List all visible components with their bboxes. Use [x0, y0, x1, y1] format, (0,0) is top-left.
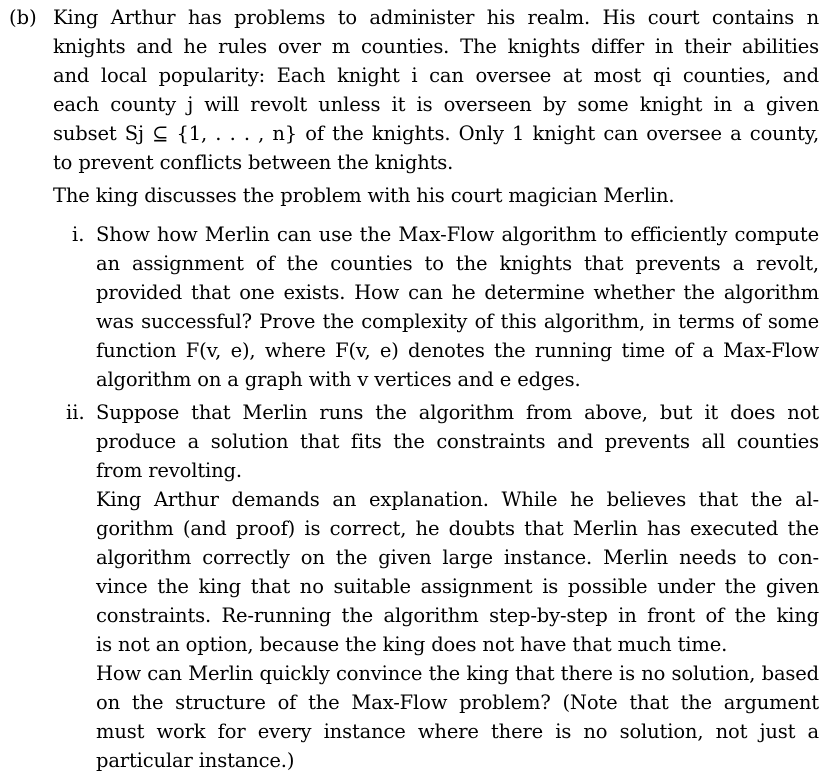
item-ii-line-8: constraints. Re-running the algorithm step-by-step in front of the king: [96, 604, 819, 627]
item-i-label: i.: [72, 223, 85, 246]
item-ii-line-3: from revolting.: [96, 459, 242, 482]
item-ii-label: ii.: [66, 401, 85, 424]
part-b-line-3: and local popularity: Each knight i can oversee at most qi counties, and: [53, 64, 819, 87]
item-ii-line-2: produce a solution that fits the constraints and prevents all counties: [96, 430, 819, 453]
item-ii-line-7: vince the king that no suitable assignment is possible under the given: [96, 575, 819, 598]
item-i-line-2: an assignment of the counties to the knights that prevents a revolt,: [96, 252, 819, 275]
part-b-line-6: to prevent conflicts between the knights.: [53, 151, 454, 174]
part-b-line-1: King Arthur has problems to administer his realm. His court contains n: [53, 6, 819, 29]
item-ii-line-11: on the structure of the Max-Flow problem? (Note that the argument: [96, 691, 819, 714]
item-i-line-5: function F(v, e), where F(v, e) denotes the running time of a Max-Flow: [96, 339, 819, 362]
item-i-line-6: algorithm on a graph with v vertices and e edges.: [96, 368, 581, 391]
item-i-line-3: provided that one exists. How can he determine whether the algorithm: [96, 281, 819, 304]
item-ii-line-10: How can Merlin quickly convince the king that there is no solution, based: [96, 662, 819, 685]
part-b-line-2: knights and he rules over m counties. The knights differ in their abilities: [53, 35, 819, 58]
item-i-line-4: was successful? Prove the complexity of this algorithm, in terms of some: [96, 310, 819, 333]
item-ii-line-13: particular instance.): [96, 749, 295, 772]
item-ii-line-9: is not an option, because the king does not have that much time.: [96, 633, 728, 656]
part-b-line-5: subset Sj ⊆ {1, . . . , n} of the knights. Only 1 knight can oversee a county,: [53, 122, 819, 145]
item-i-line-1: Show how Merlin can use the Max-Flow algorithm to efficiently compute: [96, 223, 819, 246]
item-ii-line-1: Suppose that Merlin runs the algorithm from above, but it does not: [96, 401, 819, 424]
item-ii-line-4: King Arthur demands an explanation. While he believes that the al-: [96, 488, 819, 511]
part-b-label: (b): [9, 6, 37, 29]
item-ii-line-5: gorithm (and proof) is correct, he doubts that Merlin has executed the: [96, 517, 819, 540]
part-b-intro: The king discusses the problem with his court magician Merlin.: [53, 184, 675, 207]
part-b-line-4: each county j will revolt unless it is overseen by some knight in a given: [53, 93, 819, 116]
item-ii-line-12: must work for every instance where there is no solution, not just a: [96, 720, 819, 743]
item-ii-line-6: algorithm correctly on the given large instance. Merlin needs to con-: [96, 546, 819, 569]
